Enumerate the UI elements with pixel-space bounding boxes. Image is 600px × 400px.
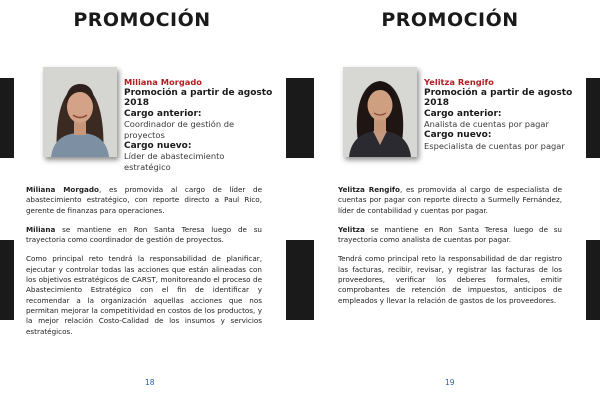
profile-block	[424, 77, 584, 151]
profile-block	[124, 77, 284, 172]
right-inner-bar-bottom	[300, 240, 314, 320]
paragraph	[26, 254, 262, 336]
paragraph-text: , es promovida al cargo de especialista de cuentas por pagar con reporte directo a Surmelly Fernández, líder de contabilidad y cuentas por pagar.	[338, 185, 562, 215]
employee-name: Yelitza Rengifo	[424, 77, 494, 87]
previous-position-value: Analista de cuentas por pagar	[424, 119, 549, 130]
article-body	[26, 185, 262, 346]
promotion-date: Promoción a partir de agosto 2018	[424, 87, 573, 109]
paragraph	[338, 254, 562, 305]
portrait-photo-miliana	[43, 67, 117, 157]
paragraph	[26, 185, 262, 216]
paragraph-text: se mantiene en Ron Santa Teresa luego de su trayectoria como coordinador de gestión de proyectos.	[26, 224, 262, 245]
promotion-date: Promoción a partir de agosto 2018	[124, 87, 273, 109]
paragraph-lead: Miliana Morgado	[26, 185, 99, 194]
paragraph	[338, 185, 562, 216]
left-inner-bar-top	[286, 78, 300, 158]
new-position-value: Líder de abastecimiento estratégico	[124, 151, 225, 172]
paragraph-lead: Miliana	[26, 224, 56, 234]
paragraph	[26, 225, 262, 246]
paragraph-lead: Yelitza	[338, 224, 365, 234]
new-position-value: Especialista de cuentas por pagar	[424, 140, 565, 151]
paragraph-lead: Yelitza Rengifo	[338, 185, 400, 194]
previous-position-label: Cargo anterior:	[124, 108, 202, 119]
paragraph-text: se mantiene en Ron Santa Teresa luego de su trayectoria como analista de cuentas por pagar.	[338, 224, 562, 245]
left-inner-bar-bottom	[286, 240, 300, 320]
right-inner-bar-top	[300, 78, 314, 158]
previous-position-label: Cargo anterior:	[424, 108, 502, 119]
portrait-photo-yelitza	[343, 67, 417, 157]
right-edge-bar-top	[586, 78, 600, 158]
paragraph-text: Tendrá como principal reto la responsabilidad de dar registro las facturas, recibir, revisar, y registrar las facturas de los proveedores, verificar los deberes formales, emitir comprobantes de retención de impuestos, anticipos de empleados y llevar la relación de gastos de los proveedores.	[338, 254, 562, 305]
article-body	[338, 185, 562, 315]
page-right	[300, 0, 600, 400]
page-title: PROMOCIÓN	[381, 9, 519, 31]
paragraph	[338, 225, 562, 246]
paragraph-text: , es promovida al cargo de líder de abastecimiento estratégico, con reporte directo a Paul Rico, gerente de finanzas para operaciones.	[26, 185, 263, 215]
page-number: 19	[445, 378, 455, 387]
new-position-label: Cargo nuevo:	[124, 140, 192, 151]
new-position-label: Cargo nuevo:	[424, 129, 492, 140]
left-edge-bar-top	[0, 78, 14, 158]
previous-position-value: Coordinador de gestión de proyectos	[124, 119, 235, 140]
page-number: 18	[145, 378, 155, 387]
page-title: PROMOCIÓN	[73, 9, 211, 31]
portrait-image	[43, 67, 117, 157]
paragraph-text: Como principal reto tendrá la responsabilidad de planificar, ejecutar y controlar todas las acciones que están alineadas con los objetivos estratégicos de CARST, monitoreando el proceso de Abastecimiento Estratégico con el fin de identificar y recomendar a la organización aquellas acciones que nos permitan mejorar la competitividad en costos de los productos, y la mejor relación Costo-Calidad de los insumos y servicios estratégicos.	[26, 254, 262, 336]
left-edge-bar-bottom	[0, 240, 14, 320]
portrait-image	[343, 67, 417, 157]
right-edge-bar-bottom	[586, 240, 600, 320]
employee-name: Miliana Morgado	[124, 77, 203, 87]
